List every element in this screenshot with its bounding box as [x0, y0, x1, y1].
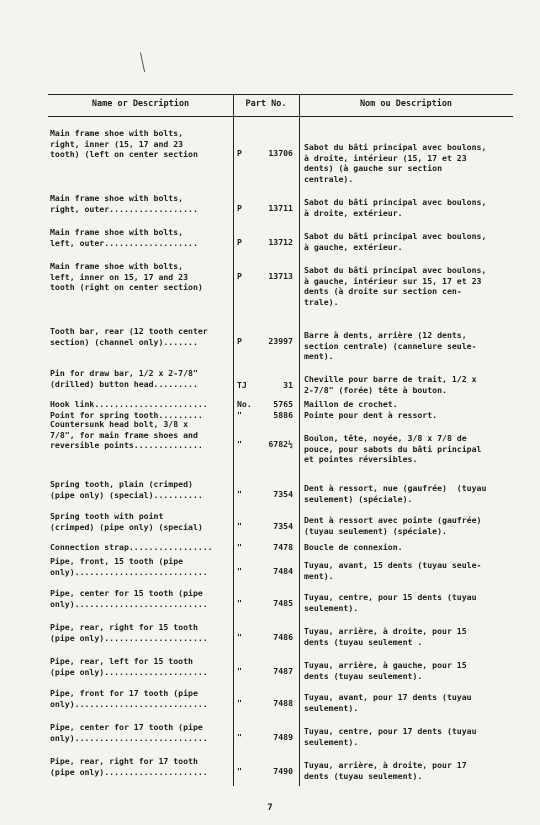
french-description: Sabot du bâti principal avec boulons, à droite, intérieur (15, 17 et 23 dents) (à gauche sur section centrale).: [304, 142, 487, 184]
english-description: Main frame shoe with bolts, right, outer..................: [50, 193, 198, 214]
french-description: Cheville pour barre de trait, 1/2 x 2-7/8" (forée) tête à bouton.: [304, 374, 477, 395]
english-description: Countersunk head bolt, 3/8 x 7/8", for main frame shoes and reversible points..............: [50, 419, 203, 450]
french-description: Tuyau, arrière, à droite, pour 17 dents (tuyau seulement).: [304, 760, 467, 781]
part-prefix: ": [237, 489, 242, 499]
part-prefix: ": [237, 632, 242, 642]
part-number: 7485: [273, 598, 293, 608]
french-description: Boucle de connexion.: [304, 542, 403, 552]
part-number: 13706: [268, 148, 293, 158]
page-number: 7: [267, 803, 273, 813]
english-description: Tooth bar, rear (12 tooth center section) (channel only).......: [50, 326, 208, 347]
part-number: 7487: [273, 666, 293, 676]
part-prefix: ": [237, 666, 242, 676]
table-top-rule: [48, 94, 513, 95]
part-number: 6782½: [268, 439, 293, 449]
french-description: Maillon de crochet.: [304, 399, 398, 409]
part-prefix: ": [237, 439, 242, 449]
part-number: 7486: [273, 632, 293, 642]
english-description: Main frame shoe with bolts, left, inner on 15, 17 and 23 tooth (right on center section): [50, 261, 203, 292]
english-description: Pipe, front, 15 tooth (pipe only)...........................: [50, 556, 208, 577]
part-number: 13711: [268, 203, 293, 213]
english-description: Pipe, center for 17 tooth (pipe only)...........................: [50, 722, 208, 743]
part-prefix: P: [237, 271, 242, 281]
part-number: 13712: [268, 237, 293, 247]
english-description: Pipe, rear, right for 15 tooth (pipe only).....................: [50, 622, 208, 643]
header-nom-description: Nom ou Description: [359, 99, 453, 109]
french-description: Dent à ressort, nue (gaufrée) (tuyau seulement) (spéciale).: [304, 483, 487, 504]
part-prefix: ": [237, 542, 242, 552]
table-header-rule: [48, 116, 513, 117]
header-name-description: Name or Description: [91, 99, 190, 109]
english-description: Connection strap.................: [50, 542, 213, 552]
french-description: Tuyau, centre, pour 15 dents (tuyau seulement).: [304, 592, 477, 613]
part-prefix: P: [237, 148, 242, 158]
english-description: Main frame shoe with bolts, right, inner (15, 17 and 23 tooth) (left on center section: [50, 128, 198, 159]
part-number: 5765: [273, 399, 293, 409]
part-number: 7484: [273, 566, 293, 576]
part-prefix: ": [237, 698, 242, 708]
part-prefix: P: [237, 336, 242, 346]
part-number: 7490: [273, 766, 293, 776]
part-number: 23997: [268, 336, 293, 346]
english-description: Pipe, center for 15 tooth (pipe only)...........................: [50, 588, 208, 609]
part-number: 7354: [273, 489, 293, 499]
part-prefix: ": [237, 521, 242, 531]
part-prefix: P: [237, 203, 242, 213]
part-number: 7488: [273, 698, 293, 708]
column-divider: [299, 94, 300, 786]
english-description: Pipe, rear, left for 15 tooth (pipe only).....................: [50, 656, 208, 677]
english-description: Pipe, rear, right for 17 tooth (pipe only).....................: [50, 756, 208, 777]
part-prefix: P: [237, 237, 242, 247]
french-description: Barre à dents, arrière (12 dents, section centrale) (cannelure seule- ment).: [304, 330, 477, 361]
french-description: Sabot du bâti principal avec boulons, à gauche, intérieur sur 15, 17 et 23 dents (à droite sur section cen- trale).: [304, 265, 487, 307]
french-description: Dent à ressort avec pointe (gaufrée) (tuyau seulement) (spéciale).: [304, 515, 482, 536]
french-description: Tuyau, arrière, à gauche, pour 15 dents (tuyau seulement).: [304, 660, 467, 681]
french-description: Tuyau, arrière, à droite, pour 15 dents (tuyau seulement .: [304, 626, 467, 647]
part-prefix: ": [237, 766, 242, 776]
part-prefix: ": [237, 598, 242, 608]
part-number: 7489: [273, 732, 293, 742]
english-description: Pipe, front for 17 tooth (pipe only)...........................: [50, 688, 208, 709]
french-description: Pointe pour dent à ressort.: [304, 410, 438, 420]
part-prefix: No.: [237, 399, 252, 409]
french-description: Tuyau, avant, 15 dents (tuyau seule- ment).: [304, 560, 482, 581]
english-description: Spring tooth, plain (crimped) (pipe only) (special)..........: [50, 479, 203, 500]
french-description: Tuyau, centre, pour 17 dents (tuyau seulement).: [304, 726, 477, 747]
header-part-no: Part No.: [245, 99, 287, 109]
english-description: Main frame shoe with bolts, left, outer...................: [50, 227, 198, 248]
french-description: Sabot du bâti principal avec boulons, à droite, extérieur.: [304, 197, 487, 218]
english-description: Spring tooth with point (crimped) (pipe only) (special): [50, 511, 203, 532]
part-number: 31: [283, 380, 293, 390]
part-prefix: TJ: [237, 380, 247, 390]
part-number: 5886: [273, 410, 293, 420]
english-description: Point for spring tooth.........: [50, 410, 203, 420]
part-prefix: ": [237, 732, 242, 742]
part-prefix: ": [237, 566, 242, 576]
french-description: Tuyau, avant, pour 17 dents (tuyau seulement).: [304, 692, 472, 713]
part-number: 7478: [273, 542, 293, 552]
part-number: 13713: [268, 271, 293, 281]
english-description: Hook link.......................: [50, 399, 208, 409]
french-description: Boulon, tête, noyée, 3/8 x 7/8 de pouce, pour sabots du bâti principal et pointes réversibles.: [304, 433, 482, 464]
english-description: Pin for draw bar, 1/2 x 2-7/8" (drilled) button head.........: [50, 368, 198, 389]
part-number: 7354: [273, 521, 293, 531]
part-prefix: ": [237, 410, 242, 420]
french-description: Sabot du bâti principal avec boulons, à gauche, extérieur.: [304, 231, 487, 252]
pencil-mark: [140, 52, 147, 72]
column-divider: [233, 94, 234, 786]
